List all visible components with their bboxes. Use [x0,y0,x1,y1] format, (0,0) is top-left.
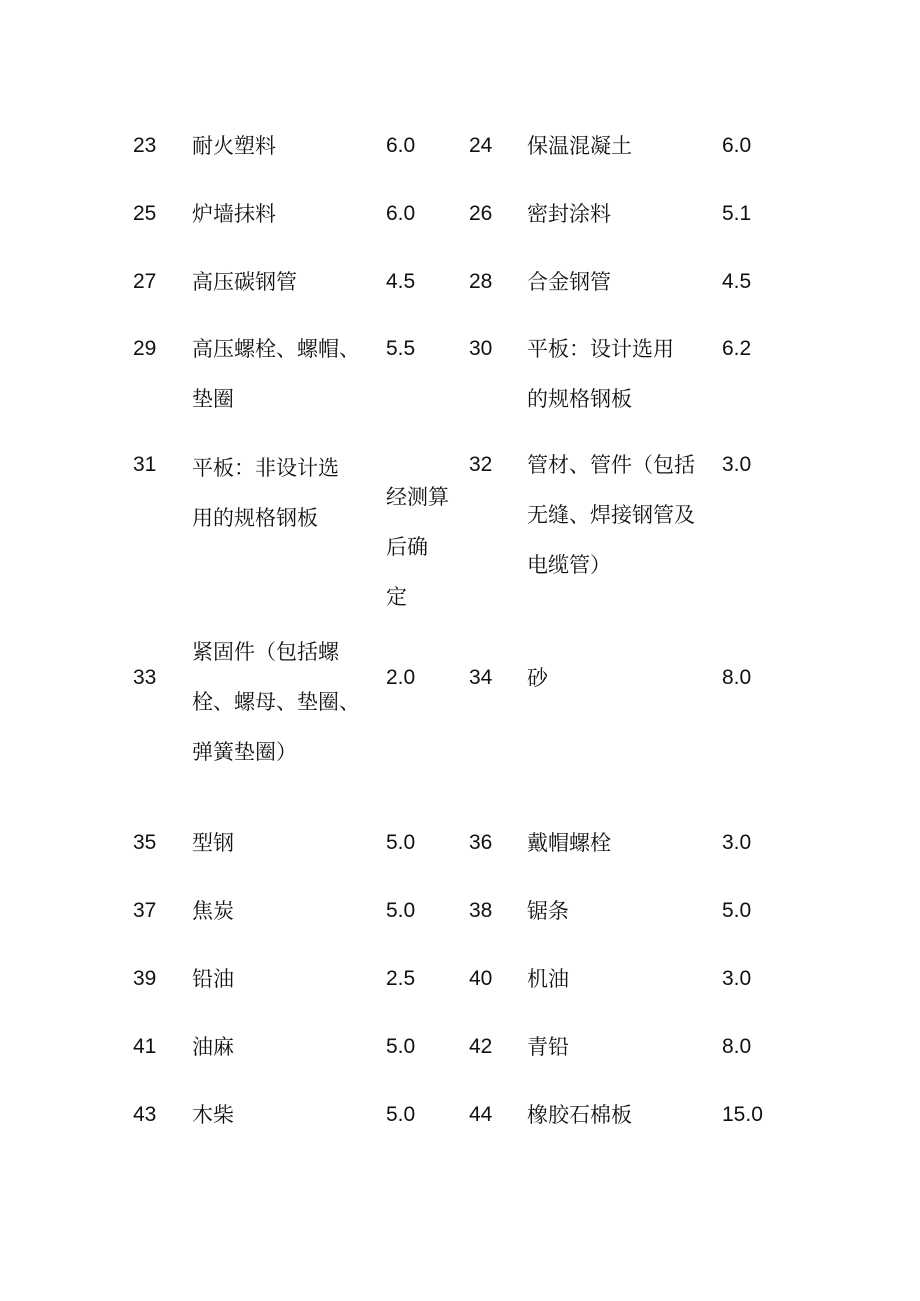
material-name: 耐火塑料 [192,134,276,158]
loss-rate: 4.5 [386,270,416,293]
material-name: 青铅 [527,1035,569,1059]
loss-rate: 5.1 [722,202,752,225]
item-number: 25 [133,202,157,225]
material-name: 平板：设计选用 的规格钢板 [527,337,674,411]
loss-rate: 8.0 [722,666,752,689]
material-name: 锯条 [527,899,569,923]
item-number: 39 [133,967,157,990]
material-name: 木柴 [192,1103,234,1127]
loss-rate: 2.0 [386,666,416,689]
item-number: 44 [469,1103,493,1126]
material-name: 高压碳钢管 [192,270,297,294]
item-number: 29 [133,337,157,360]
loss-rate: 4.5 [722,270,752,293]
item-number: 40 [469,967,493,990]
item-number: 24 [469,134,493,157]
table-row [0,640,920,818]
item-number: 41 [133,1035,157,1058]
loss-rate: 6.0 [722,134,752,157]
material-name: 管材、管件（包括 无缝、焊接钢管及 电缆管） [527,453,695,577]
item-number: 43 [133,1103,157,1126]
table-row [0,257,920,325]
item-number: 36 [469,831,493,854]
loss-rate: 3.0 [722,831,752,854]
loss-rate: 15.0 [722,1103,763,1126]
table-row [0,121,920,189]
material-name: 炉墙抹料 [192,202,276,226]
loss-rate: 6.0 [386,202,416,225]
loss-rate: 3.0 [722,967,752,990]
item-number: 28 [469,270,493,293]
table-row [0,818,920,886]
loss-rate: 5.0 [386,1103,416,1126]
loss-rate: 5.0 [386,899,416,922]
material-name: 油麻 [192,1035,234,1059]
item-number: 37 [133,899,157,922]
material-name: 平板：非设计选 用的规格钢板 [192,456,339,530]
loss-rate: 5.0 [386,831,416,854]
loss-rate: 8.0 [722,1035,752,1058]
material-name: 机油 [527,967,569,991]
table-row [0,189,920,257]
material-name: 戴帽螺栓 [527,831,611,855]
material-name: 橡胶石棉板 [527,1103,632,1127]
item-number: 26 [469,202,493,225]
table-row [0,954,920,1022]
material-name: 型钢 [192,831,234,855]
item-number: 32 [469,453,493,476]
item-number: 31 [133,453,157,476]
material-name: 紧固件（包括螺 栓、螺母、垫圈、 弹簧垫圈） [192,640,360,764]
loss-rate: 2.5 [386,967,416,990]
table-row [0,440,920,632]
table-row [0,324,920,439]
material-name: 密封涂料 [527,202,611,226]
material-name: 砂 [527,666,548,690]
loss-rate: 经测算 后确 定 [386,486,449,609]
loss-rate: 5.0 [722,899,752,922]
item-number: 38 [469,899,493,922]
loss-rate: 3.0 [722,453,752,476]
material-name: 焦炭 [192,899,234,923]
material-name: 保温混凝土 [527,134,632,158]
loss-rate: 6.0 [386,134,416,157]
item-number: 23 [133,134,157,157]
material-name: 高压螺栓、螺帽、 垫圈 [192,337,360,411]
item-number: 35 [133,831,157,854]
item-number: 42 [469,1035,493,1058]
item-number: 27 [133,270,157,293]
item-number: 34 [469,666,493,689]
material-name: 合金钢管 [527,270,611,294]
item-number: 33 [133,666,157,689]
material-name: 铅油 [192,967,234,991]
table-row [0,1090,920,1158]
table-row [0,1022,920,1090]
loss-rate: 5.5 [386,337,416,360]
item-number: 30 [469,337,493,360]
loss-rate: 6.2 [722,337,752,360]
table-row [0,886,920,954]
loss-rate: 5.0 [386,1035,416,1058]
